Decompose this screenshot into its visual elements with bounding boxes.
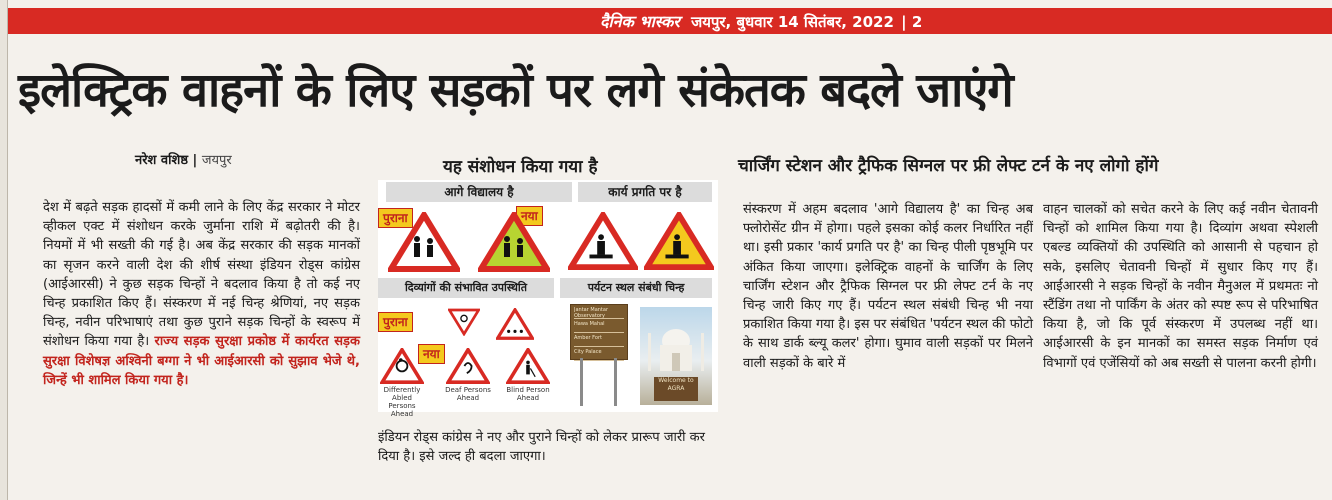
sign-label-deaf: Deaf Persons Ahead [445,386,491,402]
deaf-persons-sign [446,348,490,384]
article-column-3 [743,200,1033,373]
brand-name: दैनिक भास्कर [600,12,680,31]
author: नरेश वशिष्ठ [135,153,188,168]
dateline: जयपुर, बुधवार 14 सितंबर, 2022 [691,13,894,31]
board-line: Jantar Mantar Observatory [574,307,624,319]
article-column-1 [43,198,360,390]
page-edge [0,0,8,500]
board-line: Amber Fort [574,335,624,347]
board-line: City Palace [574,349,624,361]
blind-sign-old [496,308,534,340]
school-sign-old [388,212,460,272]
work-title: कार्य प्रगति पर है [578,182,712,202]
article-column-4 [1043,200,1318,373]
new-tag-2: नया [418,344,445,364]
board-pole-left [580,358,583,406]
graphic-caption: इंडियन रोड्स कांग्रेस ने नए और पुराने चिन्हों को लेकर प्रारूप जारी कर दिया है। इसे जल्द ही बदला जाएगा। [378,430,705,464]
disabled-title: दिव्यांगों की संभावित उपस्थिति [378,278,554,298]
graphic-heading: यह संशोधन किया गया है [443,157,598,177]
masthead: दैनिक भास्कर जयपुर, बुधवार 14 सितंबर, 2022 | 2 [600,12,923,31]
column-1-body: देश में बढ़ते सड़क हादसों में कमी लाने के लिए केंद्र सरकार ने मोटर व्हीकल एक्ट में संशोधन करके जुर्माना राशि में बढ़ोतरी की है। नियमों में भी सख्ती की गई है। अब केंद्र सरकार की सड़क मानकों का सृजन करने वाली देश की शीर्ष संस्था इंडियन रोड्स कांग्रेस (आईआरसी) ने कुछ सड़क चिन्हों ने बदलाव किया है तो कई नए चिन्ह प्रकाशित किए हैं। संस्करण में नई चिन्ह श्रेणियां, नए सड़क चिन्ह, नवीन परिभाषाएं तथा कुछ पुराने सड़क चिन्हों के स्वरूप में संशोधन किया गया है। [43,200,360,350]
board-pole-right [614,358,617,406]
new-tag: नया [516,206,543,226]
byline: नरेश वशिष्ठ | जयपुर [135,153,232,168]
work-sign-old [568,212,638,270]
taj-mahal-photo [640,307,712,405]
old-tag-2: पुराना [378,312,413,332]
column-4-body: वाहन चालकों को सचेत करने के लिए कई नवीन चेतावनी चिन्हों को शामिल किया गया है। दिव्यांग अथवा स्पेशली एबल्ड व्यक्तियों की उपस्थिति को आसानी से पहचान हो सके, इसलिए चेतावनी चिन्हों में सुधार किए गए हैं। आईआरसी ने सड़क चिन्हों के नवीन मैनुअल में प्रथमतः नो स्टैंडिंग तथा नो पार्किंग के अंतर को स्पष्ट रूप से परिभाषित किया है, जो कि पूर्व संस्करण में उपलब्ध नहीं था। आईआरसी के इन मानकों का समस्त सड़क निर्माण एवं विभागों एवं एजेंसियों को अब सख्ती से पालना करनी होगी। [1043,202,1318,371]
sign-label-blind: Blind Person Ahead [506,386,550,402]
board-line: Hawa Mahal [574,321,624,333]
tourist-title: पर्यटन स्थल संबंधी चिन्ह [560,278,712,298]
disabled-persons-sign [380,348,424,384]
column-1-highlight: राज्य सड़क सुरक्षा प्रकोष्ठ में कार्यरत सड़क सुरक्षा विशेषज्ञ अश्विनी बग्गा ने भी आईआरसी को सुझाव भेजे थे, जिन्हें भी शामिल किया गया है। [43,334,360,388]
old-tag: पुराना [378,208,413,228]
subheadline: चार्जिंग स्टेशन और ट्रैफिक सिग्नल पर फ्री लेफ्ट टर्न के नए लोगो होंगे [738,156,1159,176]
deaf-sign-old [448,308,480,336]
column-3-body: संस्करण में अहम बदलाव 'आगे विद्यालय है' का चिन्ह अब फ्लोरोसेंट ग्रीन में होगा। पहले इसका कोई कलर निर्धारित नहीं था। इसी प्रकार 'कार्य प्रगति पर है' का चिन्ह पीली पृष्ठभूमि पर अंकित किया जाएगा। इलेक्ट्रिक वाहनों के चार्जिंग के लिए चार्जिंग स्टेशन और ट्रैफिक सिग्नल पर फ्री लेफ्ट टर्न के नए चिन्ह जारी किए गए हैं। पर्यटन स्थल संबंधी चिन्ह भी नया प्रकाशित किया गया है। इस पर संबंधित 'पर्यटन स्थल की फोटो के साथ डार्क ब्ल्यू कलर' होगा। घुमाव वाली सड़कों पर मिलने वाली सड़कों के बारे में [743,202,1033,371]
photo-plate: Welcome to AGRA [654,377,698,401]
school-sign-new [478,212,550,272]
headline: इलेक्ट्रिक वाहनों के लिए सड़कों पर लगे संकेतक बदले जाएंगे [18,63,1013,118]
tourist-direction-board [570,304,628,360]
page-number: 2 [911,13,923,31]
sign-label-disabled: Differently Abled Persons Ahead [383,386,421,418]
blind-persons-sign [506,348,550,384]
school-title: आगे विद्यालय है [386,182,572,202]
work-sign-new [644,212,714,270]
dateline-place: जयपुर [201,153,232,168]
